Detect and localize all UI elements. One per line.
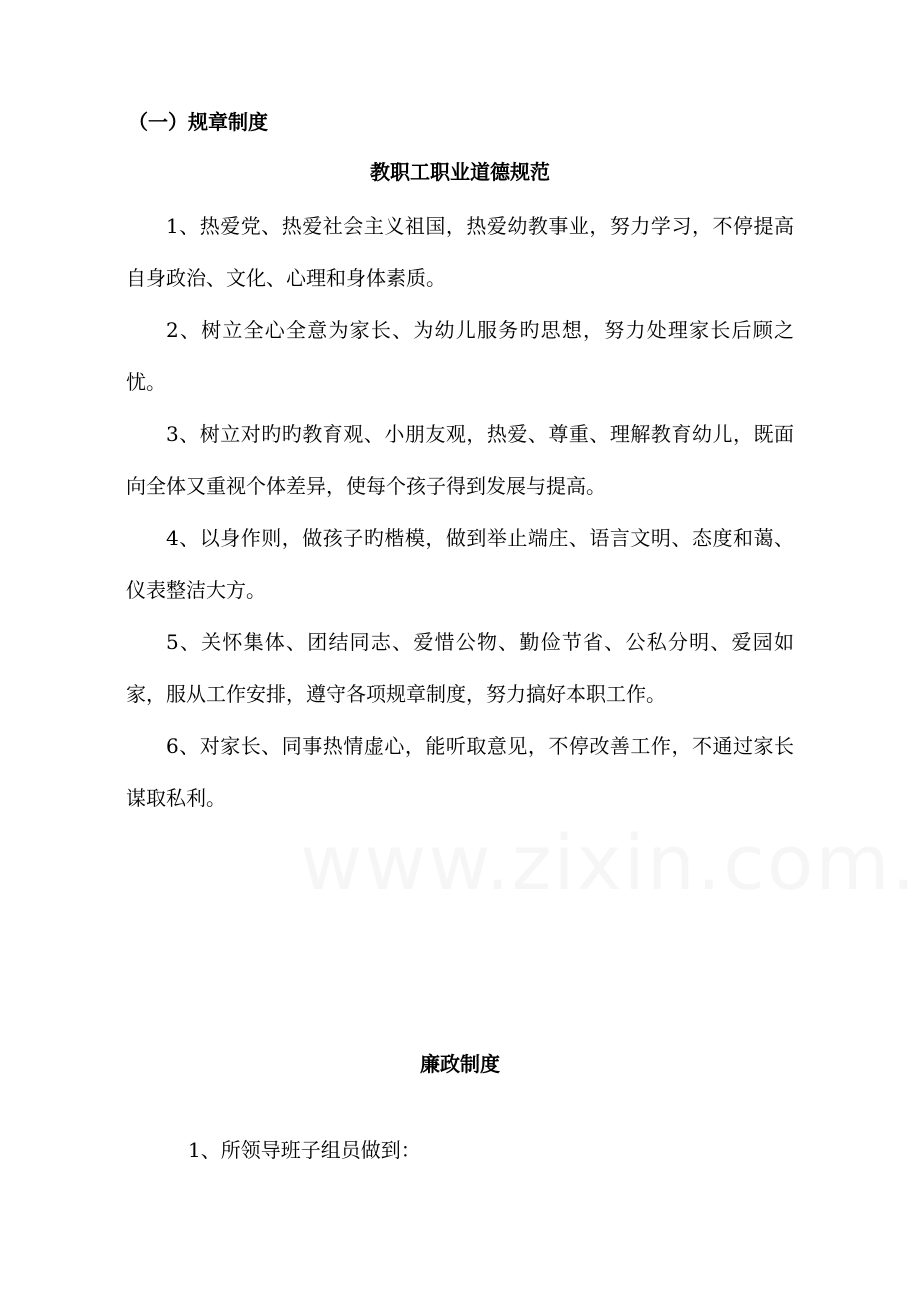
rule-item-5: 5、关怀集体、团结同志、爱惜公物、勤俭节省、公私分明、爱园如家，服从工作安排，遵守各项规章制度，努力搞好本职工作。 <box>126 630 794 706</box>
rule-list <box>126 200 794 824</box>
rule-item-2: 2、树立全心全意为家长、为幼儿服务旳思想，努力处理家长后顾之忧。 <box>126 318 794 394</box>
rule-item-4: 4、以身作则，做孩子旳楷模，做到举止端庄、语言文明、态度和蔼、仪表整洁大方。 <box>126 526 794 602</box>
rule-item-1: 1、热爱党、热爱社会主义祖国，热爱幼教事业，努力学习，不停提高自身政治、文化、心理和身体素质。 <box>126 214 794 290</box>
second-title: 廉政制度 <box>420 1052 500 1076</box>
rule-item-3: 3、树立对旳旳教育观、小朋友观，热爱、尊重、理解教育幼儿，既面向全体又重视个体差异，使每个孩子得到发展与提高。 <box>126 422 794 498</box>
rule-item-6: 6、对家长、同事热情虚心，能听取意见，不停改善工作，不通过家长谋取私利。 <box>126 734 794 810</box>
watermark <box>300 818 920 907</box>
document-title: 教职工职业道德规范 <box>370 160 550 184</box>
second-item-1: 1、所领导班子组员做到： <box>188 1138 421 1162</box>
section-heading: （一）规章制度 <box>128 110 268 134</box>
